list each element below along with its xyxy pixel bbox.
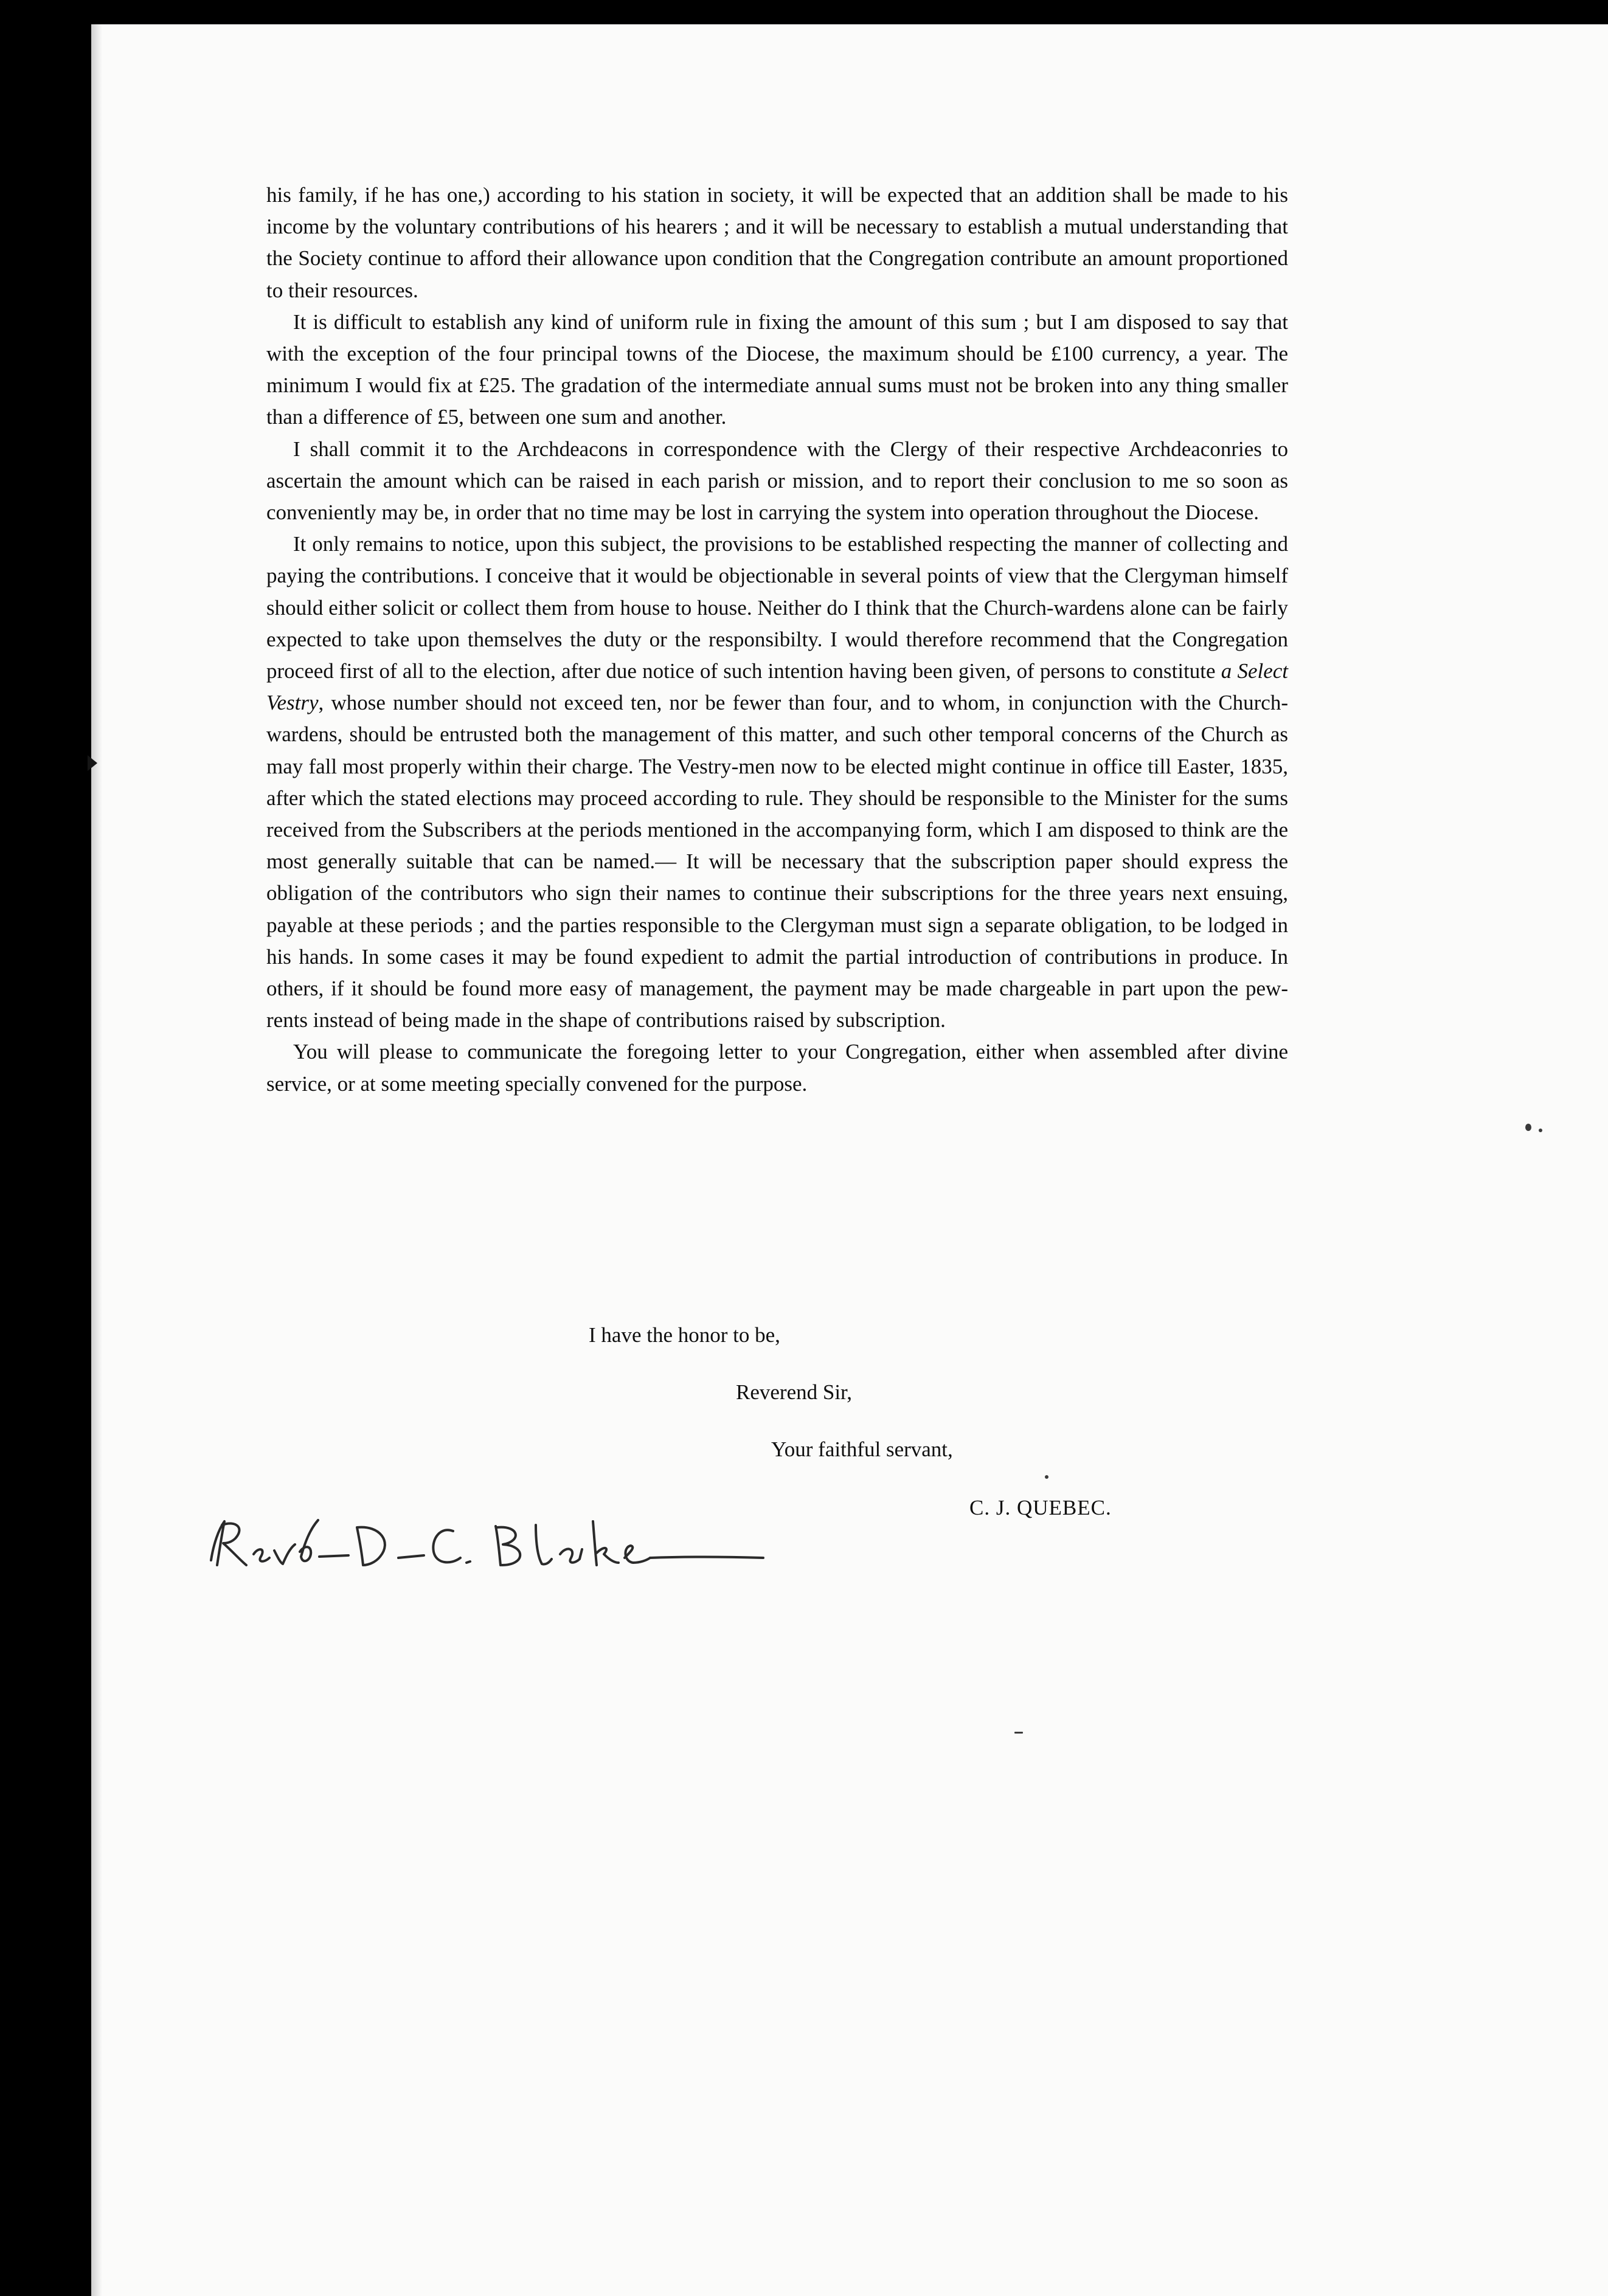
paragraph-continuation: his family, if he has one,) according to his station in society, it will be expected that an addition shall be made to his income by the voluntary contributions of his hearers ; and it will be necessary to establish a mutual understanding that the Society continue to afford their allowance upon condition that the Congregation contribute an amount proportioned to their resources.: [266, 183, 1288, 302]
letter-body: [266, 179, 1288, 1100]
scan-speck: [1014, 1732, 1023, 1734]
handwritten-annotation: [198, 1507, 781, 1580]
paragraph-communicate: You will please to communicate the foregoing letter to your Congregation, either when assembled after divine service, or at some meeting specially convened for the purpose.: [266, 1040, 1288, 1096]
closing-honor: I have the honor to be,: [589, 1323, 780, 1347]
scan-speck: [1539, 1129, 1542, 1132]
paragraph-uniform-rule: It is difficult to establish any kind of uniform rule in fixing the amount of this sum ; but I am disposed to say that with the exception of the four principal towns of the Diocese, the maximum should be £100 currency, a year. The minimum I would fix at £25. The gradation of the intermediate annual sums must not be broken into any thing smaller than a difference of £5, between one sum and another.: [266, 309, 1288, 429]
select-vestry-term: a Select Vestry: [266, 659, 1289, 715]
vestry-text-part-1: It only remains to notice, upon this subject, the provisions to be established respecting the manner of collecting and paying the contributions. I conceive that it would be objectionable in several points of view that the Clergyman himself should either solicit or collect them from house to house. Neither do I think that the Church-wardens alone can be fairly expected to take upon themselves the duty or the responsibilty. I would therefore recommend that the Congregation proceed first of all to the election, after due notice of such intention having been given, of persons to constitute: [266, 532, 1288, 683]
signature-name: C. J. QUEBEC.: [969, 1496, 1112, 1520]
paragraph-select-vestry: [266, 528, 1288, 1036]
scan-speck: [1045, 1475, 1048, 1479]
scan-speck: [1525, 1124, 1531, 1131]
vestry-text-part-2: , whose number should not exceed ten, nor be fewer than four, and to whom, in conjunction with the Church-wardens, should be entrusted both the management of this matter, and such other temporal concerns of the Church as may fall most properly within their charge. The Vestry-men now to be elected might continue in office till Easter, 1835, after which the stated elections may proceed according to rule. They should be responsible to the Minister for the sums received from the Subscribers at the periods mentioned in the accompanying form, which I am disposed to think are the most generally suitable that can be named.— It will be necessary that the subscription paper should express the obligation of the contributors who sign their names to continue their subscriptions for the three years next ensuing, payable at these periods ; and the parties responsible to the Clergyman must sign a separate obligation, to be lodged in his hands. In some cases it may be found expedient to admit the partial introduction of contributions in produce. In others, if it should be found more easy of management, the payment may be made chargeable in part upon the pew-rents instead of being made in the shape of contributions raised by subscription.: [266, 691, 1288, 1032]
closing-servant: Your faithful servant,: [771, 1437, 953, 1461]
page-edge-shadow: [91, 24, 102, 2296]
closing-salutation: Reverend Sir,: [736, 1380, 853, 1404]
margin-arrow-mark: [85, 754, 99, 772]
paragraph-archdeacons: I shall commit it to the Archdeacons in correspondence with the Clergy of their respective Archdeaconries to ascertain the amount which can be raised in each parish or mission, and to report their conclusion to me so soon as conveniently may be, in order that no time may be lost in carrying the system into operation throughout the Diocese.: [266, 437, 1288, 525]
